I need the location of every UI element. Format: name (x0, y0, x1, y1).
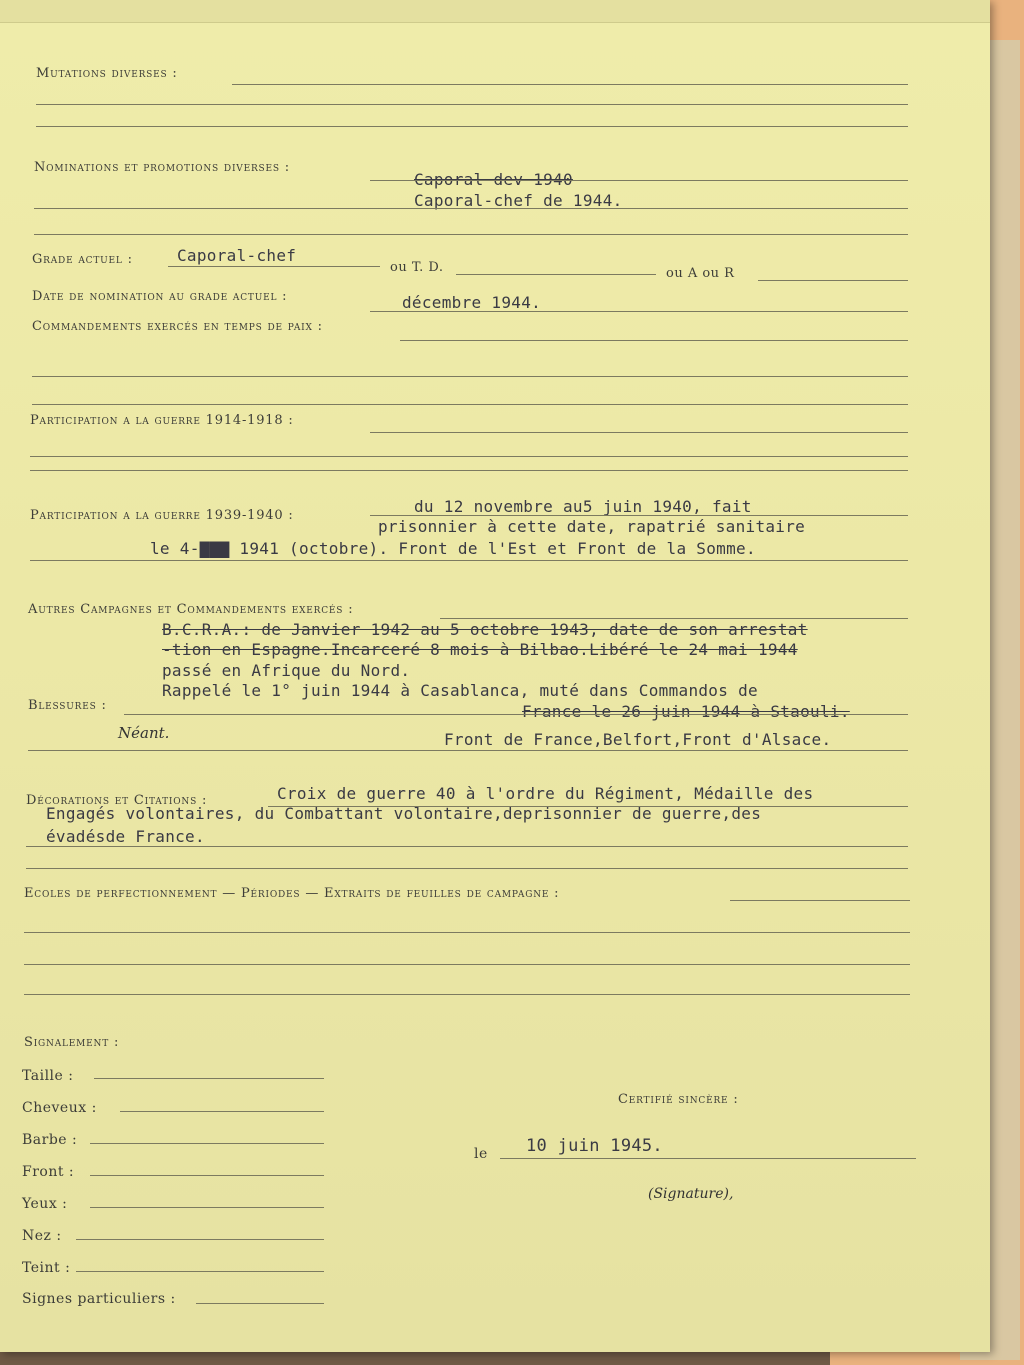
guerre1914-label: Participation a la guerre 1914-1918 : (30, 413, 294, 428)
grade-ar-label: ou A ou R (666, 266, 735, 281)
ecoles-line (730, 900, 910, 901)
nominations-label: Nominations et promotions diverses : (34, 160, 290, 175)
decorations-line-3: évadésde France. (46, 827, 205, 846)
campagnes-line-4: Rappelé le 1° juin 1944 à Casablanca, muté dans Commandos de (162, 681, 758, 700)
le-label: le (474, 1146, 488, 1162)
campagnes-label: Autres Campagnes et Commandements exercés : (28, 602, 354, 617)
certifie-label: Certifié sincère : (618, 1092, 739, 1107)
ecoles-line-3 (24, 964, 910, 965)
commandements-line-3 (32, 404, 908, 405)
guerre1939-rule-2 (30, 560, 908, 561)
campagnes-rule-2 (28, 750, 908, 751)
yeux-line (90, 1207, 324, 1208)
signes-label: Signes particuliers : (22, 1291, 176, 1307)
mutations-line-2 (36, 104, 908, 105)
campagnes-line-6: Front de France,Belfort,Front d'Alsace. (444, 730, 832, 749)
teint-label: Teint : (22, 1260, 71, 1276)
campagnes-rule (440, 618, 908, 619)
guerre1939-rule (370, 515, 908, 516)
nominations-line-2: Caporal-chef de 1944. (414, 191, 623, 210)
decorations-rule-3 (26, 868, 908, 869)
mutations-line (232, 84, 908, 85)
signalement-label: Signalement : (24, 1035, 120, 1050)
nominations-rule-3 (34, 234, 908, 235)
ecoles-line-4 (24, 994, 910, 995)
mutations-label: Mutations diverses : (36, 66, 178, 81)
taille-line (94, 1078, 324, 1079)
grade-line (168, 266, 380, 267)
cheveux-label: Cheveux : (22, 1100, 97, 1116)
nominations-rule-2 (34, 208, 908, 209)
nominations-rule (370, 180, 908, 181)
sheet-top-edge (0, 0, 990, 23)
commandements-line-2 (32, 376, 908, 377)
nez-label: Nez : (22, 1228, 62, 1244)
front-line (90, 1175, 324, 1176)
blessures-value: Néant. (118, 724, 170, 742)
barbe-line (90, 1143, 324, 1144)
decorations-line-2: Engagés volontaires, du Combattant volontaire,deprisonnier de guerre,des (46, 804, 762, 823)
guerre1939-line-2: prisonnier à cette date, rapatrié sanitaire (378, 517, 806, 536)
nez-line (76, 1239, 324, 1240)
commandements-label: Commandements exercés en temps de paix : (32, 319, 323, 334)
commandements-line (400, 340, 908, 341)
grade-td-label: ou T. D. (390, 260, 444, 275)
yeux-label: Yeux : (22, 1196, 68, 1212)
guerre1914-line-2 (30, 456, 908, 457)
nominations-line-1: Caporal dev 1940 (414, 170, 573, 189)
signes-line (196, 1303, 324, 1304)
campagnes-line-2: -tion en Espagne.Incarceré 8 mois à Bilbao.Libéré le 24 mai 1944 (162, 640, 798, 659)
blessures-label: Blessures : (28, 698, 107, 713)
mutations-line-3 (36, 126, 908, 127)
campagnes-line-3: passé en Afrique du Nord. (162, 661, 411, 680)
ecoles-label: Ecoles de perfectionnement — Périodes — Extraits de feuilles de campagne : (24, 886, 560, 901)
signature-label: (Signature), (648, 1186, 734, 1202)
teint-line (76, 1271, 324, 1272)
date-line (370, 311, 908, 312)
cheveux-line (120, 1111, 324, 1112)
grade-value: Caporal-chef (177, 246, 297, 265)
date-value: décembre 1944. (402, 293, 542, 312)
guerre1914-line (370, 432, 908, 433)
blessures-line (124, 714, 908, 715)
decorations-label: Décorations et Citations : (26, 793, 208, 808)
grade-ar-line (758, 280, 908, 281)
decorations-rule-2 (26, 846, 908, 847)
guerre1939-line-3: le 4-▇▇▇ 1941 (octobre). Front de l'Est et Front de la Somme. (150, 539, 756, 558)
signature-date: 10 juin 1945. (526, 1136, 663, 1156)
signature-date-line (500, 1158, 916, 1159)
decorations-line-1: Croix de guerre 40 à l'ordre du Régiment, Médaille des (277, 784, 814, 803)
guerre1939-line-1: du 12 novembre au5 juin 1940, fait (414, 497, 752, 516)
guerre1914-line-3 (30, 470, 908, 471)
date-label: Date de nomination au grade actuel : (32, 289, 288, 304)
campagnes-line-1: B.C.R.A.: de Janvier 1942 au 5 octobre 1943, date de son arrestat (162, 620, 808, 639)
ecoles-line-2 (24, 932, 910, 933)
grade-td-line (456, 274, 656, 275)
front-label: Front : (22, 1164, 75, 1180)
taille-label: Taille : (22, 1068, 74, 1084)
barbe-label: Barbe : (22, 1132, 78, 1148)
campagnes-line-5: France le 26 juin 1944 à Staouli. (522, 702, 850, 721)
guerre1939-label: Participation a la guerre 1939-1940 : (30, 508, 294, 523)
grade-label: Grade actuel : (32, 252, 133, 267)
